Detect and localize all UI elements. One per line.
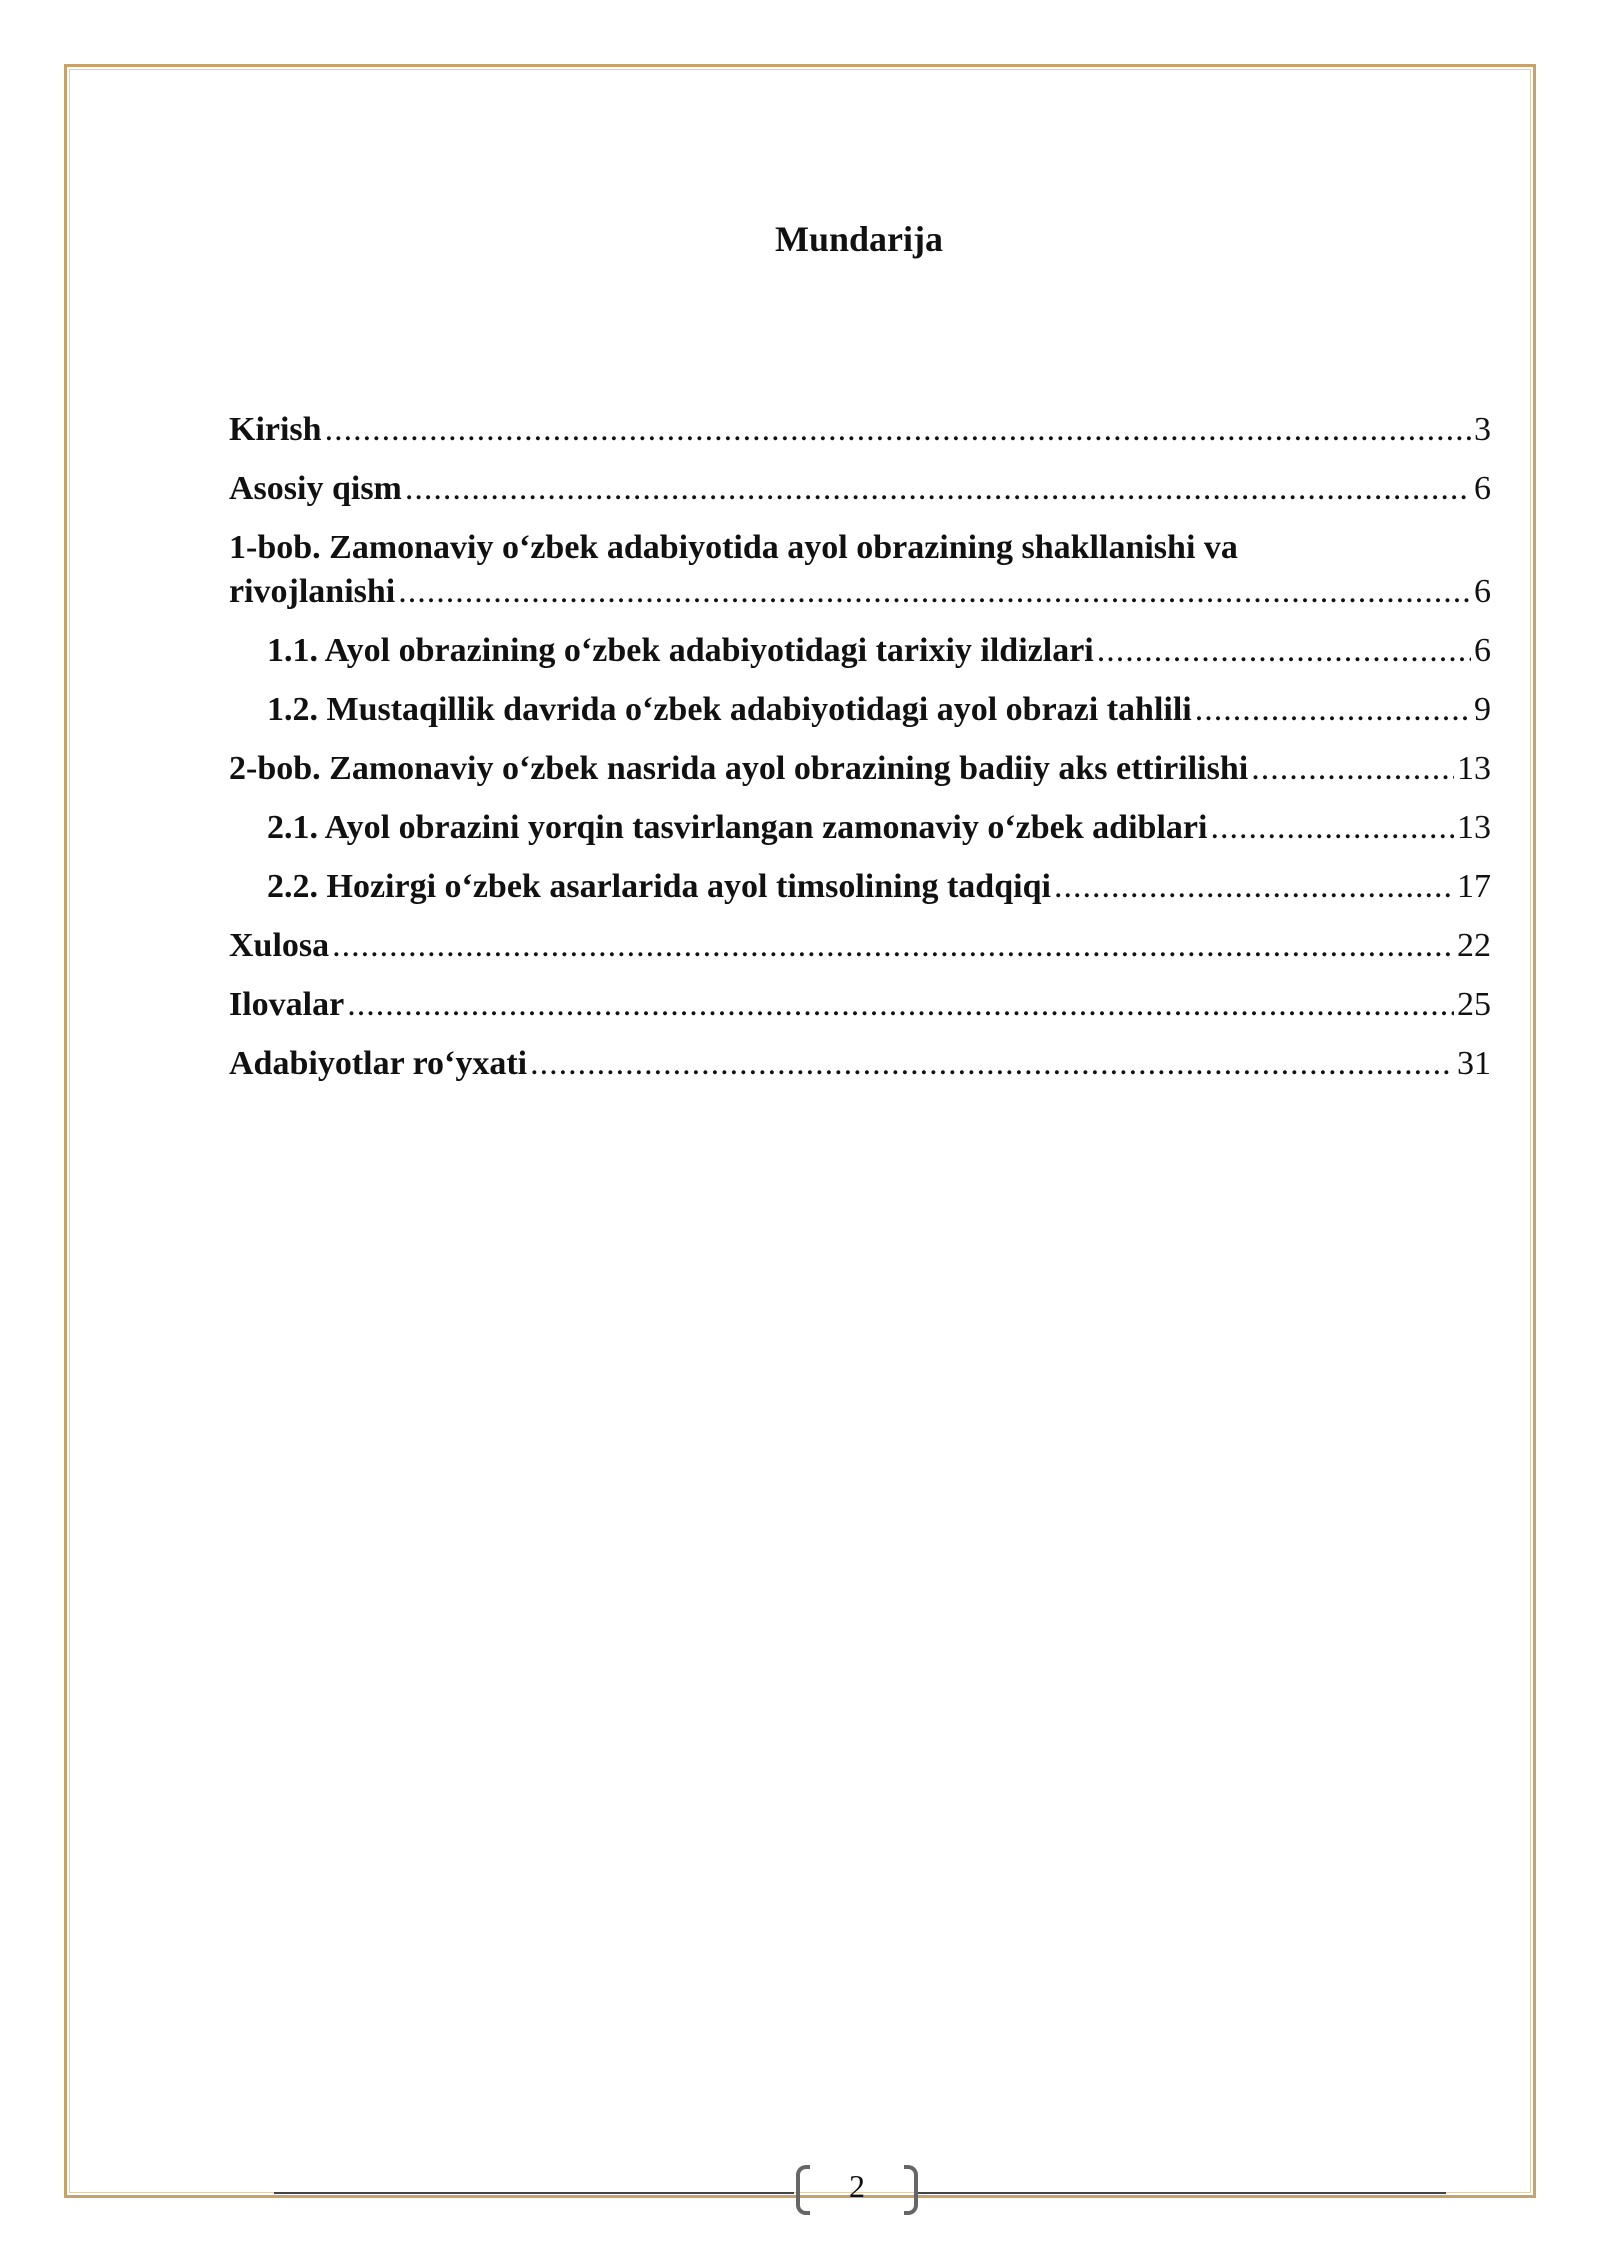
page-border-inner — [69, 69, 1531, 2193]
toc-entry-page: 13 — [1457, 809, 1491, 846]
toc-leader-dots — [530, 1042, 1454, 1086]
toc-entry-page: 6 — [1474, 573, 1491, 610]
toc-leader-dots — [1210, 806, 1454, 850]
toc-entry-page: 6 — [1474, 632, 1491, 669]
table-of-contents — [229, 408, 1491, 1086]
toc-entry-page: 22 — [1457, 927, 1491, 964]
toc-entry-page: 25 — [1457, 986, 1491, 1023]
toc-entry-page: 31 — [1457, 1045, 1491, 1082]
page-number-bracket-right — [904, 2165, 918, 2215]
toc-entry-chapter-2[interactable] — [229, 747, 1491, 791]
toc-entry-page: 9 — [1474, 691, 1491, 728]
toc-entry-ilovalar[interactable] — [229, 983, 1491, 1027]
toc-entry-page: 6 — [1474, 470, 1491, 507]
toc-entry-label: Kirish — [229, 411, 322, 448]
toc-entry-asosiy-qism[interactable] — [229, 467, 1491, 511]
toc-entry-label: Asosiy qism — [229, 470, 402, 507]
toc-leader-dots — [347, 983, 1454, 1027]
toc-entry-chapter-1[interactable] — [229, 526, 1491, 614]
page-title: Mundarija — [774, 219, 943, 259]
toc-leader-dots — [405, 467, 1471, 511]
toc-entry-page: 3 — [1474, 411, 1491, 448]
toc-leader-dots — [325, 408, 1471, 452]
toc-entry-label: Adabiyotlar roʻyxati — [229, 1045, 528, 1082]
toc-entry-label-line1: 1-bob. Zamonaviy oʻzbek adabiyotida ayol obrazining shakllanishi va — [229, 529, 1238, 566]
toc-entry-adabiyotlar[interactable] — [229, 1042, 1491, 1086]
toc-entry-label: Xulosa — [229, 927, 330, 964]
toc-leader-dots — [398, 570, 1471, 614]
toc-entry-label: Ilovalar — [229, 986, 345, 1023]
toc-entry-page: 17 — [1457, 868, 1491, 905]
toc-leader-dots — [1251, 747, 1454, 791]
toc-entry-page: 13 — [1457, 750, 1491, 787]
toc-entry-xulosa[interactable] — [229, 924, 1491, 968]
footer-rule-right — [918, 2192, 1446, 2194]
page-number-bracket-left — [796, 2165, 810, 2215]
toc-leader-dots — [1195, 688, 1471, 732]
toc-entry-section-1-2[interactable] — [229, 688, 1491, 732]
toc-entry-section-1-1[interactable] — [229, 629, 1491, 673]
toc-entry-label: 2.2. Hozirgi oʻzbek asarlarida ayol timsolining tadqiqi — [267, 868, 1051, 905]
toc-leader-dots — [1097, 629, 1471, 673]
toc-entry-label: rivojlanishi — [229, 573, 396, 610]
footer-rule-left — [274, 2192, 794, 2194]
toc-entry-label: 1.1. Ayol obrazining oʻzbek adabiyotidagi tarixiy ildizlari — [267, 632, 1094, 669]
toc-entry-label: 2.1. Ayol obrazini yorqin tasvirlangan zamonaviy oʻzbek adiblari — [267, 809, 1208, 846]
toc-entry-section-2-1[interactable] — [229, 806, 1491, 850]
toc-entry-label: 1.2. Mustaqillik davrida oʻzbek adabiyotidagi ayol obrazi tahlili — [267, 691, 1192, 728]
page-number: 2 — [849, 2168, 865, 2204]
toc-leader-dots — [332, 924, 1454, 968]
toc-leader-dots — [1054, 865, 1454, 909]
toc-entry-label: 2-bob. Zamonaviy oʻzbek nasrida ayol obrazining badiiy aks ettirilishi — [229, 750, 1249, 787]
toc-entry-line2 — [229, 570, 1491, 614]
toc-entry-section-2-2[interactable] — [229, 865, 1491, 909]
toc-entry-kirish[interactable] — [229, 408, 1491, 452]
